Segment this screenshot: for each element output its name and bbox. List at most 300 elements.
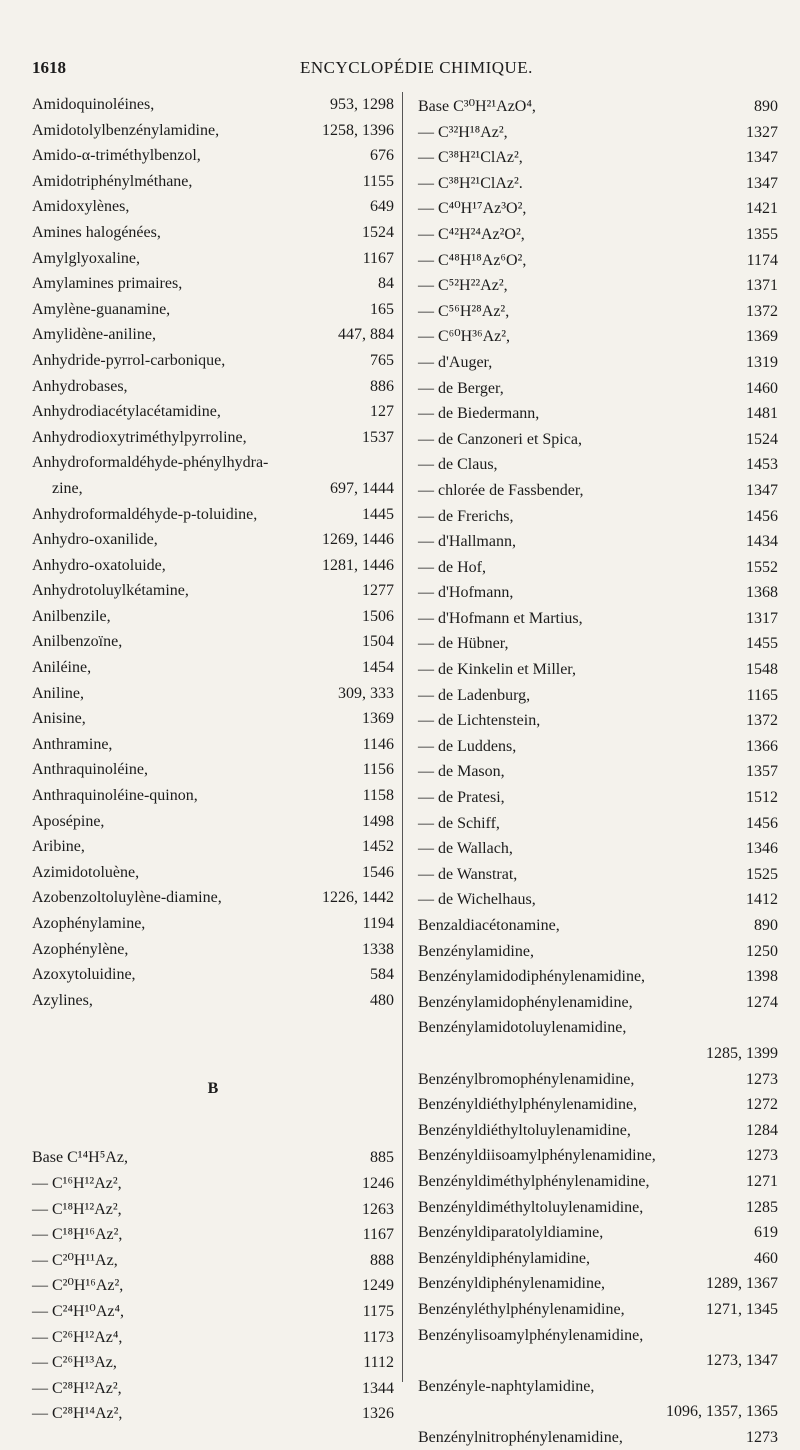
entry-term: Benzénylbromophénylenamidine, xyxy=(418,1070,635,1088)
entry-term: Amidotolylbenzénylamidine, xyxy=(32,121,220,139)
entry-pages: 1277 xyxy=(362,582,394,600)
entry-term: — de Frerichs, xyxy=(418,507,514,525)
entry-term: zine, xyxy=(52,479,83,497)
index-entry xyxy=(418,555,778,581)
index-entry xyxy=(418,120,778,146)
index-entry xyxy=(32,194,394,220)
index-entry xyxy=(418,196,778,222)
entry-term: — C⁵⁶H²⁸Az², xyxy=(418,302,510,320)
entry-term: — C²⁴H¹⁰Az⁴, xyxy=(32,1302,125,1320)
entry-pages: 1548 xyxy=(746,661,778,679)
entry-pages: 1460 xyxy=(746,379,778,397)
entry-term: Aposépine, xyxy=(32,812,105,830)
right-column xyxy=(418,94,778,1450)
entry-term: — d'Hallmann, xyxy=(418,533,516,551)
entry-pages: 1281, 1446 xyxy=(322,556,394,574)
entry-pages: 1398 xyxy=(746,968,778,986)
index-entry xyxy=(418,1092,778,1118)
entry-term: Azylines, xyxy=(32,991,93,1009)
entry-pages: 1498 xyxy=(362,812,394,830)
index-entry xyxy=(32,450,394,476)
entry-pages: 1271 xyxy=(746,1172,778,1190)
entry-term: Benzényldiisoamylphénylenamidine, xyxy=(418,1147,656,1165)
left-column xyxy=(32,92,394,1427)
index-entry xyxy=(32,143,394,169)
index-entry xyxy=(418,94,778,120)
index-entry xyxy=(32,322,394,348)
entry-pages: 1372 xyxy=(746,712,778,730)
index-entry xyxy=(32,578,394,604)
entry-pages: 886 xyxy=(370,377,394,395)
entry-term: Anhydrotoluylkétamine, xyxy=(32,582,189,600)
index-entry xyxy=(418,785,778,811)
entry-pages: 676 xyxy=(370,147,394,165)
index-entry xyxy=(418,299,778,325)
entry-pages: 1347 xyxy=(746,174,778,192)
index-entry xyxy=(32,553,394,579)
index-entry xyxy=(32,834,394,860)
entry-pages: 1371 xyxy=(746,277,778,295)
entry-pages: 1524 xyxy=(362,223,394,241)
entry-pages: 1369 xyxy=(746,328,778,346)
entry-pages: 1284 xyxy=(746,1121,778,1139)
left-entries-b xyxy=(32,1145,394,1427)
entry-pages: 1273 xyxy=(746,1428,778,1446)
entry-term: Benzénylnitrophénylenamidine, xyxy=(418,1428,623,1446)
entry-pages: 1344 xyxy=(362,1379,394,1397)
entry-pages: 1271, 1345 xyxy=(706,1300,778,1318)
entry-term: — de Berger, xyxy=(418,379,504,397)
entry-pages: 127 xyxy=(370,403,394,421)
entry-pages: 1421 xyxy=(746,200,778,218)
entry-term: — C³²H¹⁸Az², xyxy=(418,123,508,141)
index-entry xyxy=(32,1299,394,1325)
entry-term: — C²⁸H¹²Az², xyxy=(32,1379,122,1397)
entry-term: — de Lichtenstein, xyxy=(418,712,541,730)
entry-pages: 1146 xyxy=(362,735,394,753)
entry-pages: 1524 xyxy=(746,430,778,448)
entry-term: Amidotriphénylméthane, xyxy=(32,172,193,190)
index-entry xyxy=(418,990,778,1016)
index-entry xyxy=(32,629,394,655)
index-entry xyxy=(32,348,394,374)
entry-term: — de Pratesi, xyxy=(418,789,505,807)
index-entry xyxy=(418,1195,778,1221)
entry-term: Anisine, xyxy=(32,710,86,728)
index-entry xyxy=(32,809,394,835)
entry-term: — de Ladenburg, xyxy=(418,686,531,704)
entry-pages: 1454 xyxy=(362,659,394,677)
entry-term: Aniléine, xyxy=(32,659,92,677)
entry-pages: 1357 xyxy=(746,763,778,781)
index-entry xyxy=(418,1399,778,1425)
entry-pages: 1546 xyxy=(362,863,394,881)
entry-term: — C⁴⁸H¹⁸Az⁶O², xyxy=(418,251,527,269)
entry-pages: 1445 xyxy=(362,505,394,523)
entry-pages: 1355 xyxy=(746,225,778,243)
entry-term: Benzénylamidine, xyxy=(418,942,534,960)
index-entry xyxy=(418,1041,778,1067)
entry-pages: 1112 xyxy=(363,1354,394,1372)
entry-pages: 619 xyxy=(754,1224,778,1242)
entry-term: Base C³⁰H²¹AzO⁴, xyxy=(418,98,536,115)
entry-term: — C¹⁸H¹⁶Az², xyxy=(32,1226,123,1244)
index-entry xyxy=(418,529,778,555)
index-entry xyxy=(418,1143,778,1169)
entry-term: Benzaldiacétonamine, xyxy=(418,917,560,934)
index-entry xyxy=(32,911,394,937)
index-entry xyxy=(418,145,778,171)
index-entry xyxy=(418,1015,778,1041)
entry-pages: 1347 xyxy=(746,149,778,167)
entry-term: Aribine, xyxy=(32,838,85,856)
index-entry xyxy=(32,502,394,528)
entry-pages: 460 xyxy=(754,1249,778,1267)
entry-term: Amylamines primaires, xyxy=(32,275,183,293)
index-entry xyxy=(32,1222,394,1248)
entry-term: — C²⁰H¹⁶Az², xyxy=(32,1277,124,1295)
entry-pages: 1319 xyxy=(746,353,778,371)
index-entry xyxy=(418,452,778,478)
entry-term: Anthramine, xyxy=(32,735,113,753)
entry-term: Benzényle-naphtylamidine, xyxy=(418,1377,595,1395)
index-entry xyxy=(32,271,394,297)
entry-term: Benzényléthylphénylenamidine, xyxy=(418,1300,625,1318)
index-entry xyxy=(32,962,394,988)
entry-term: Azobenzoltoluylène-diamine, xyxy=(32,889,222,907)
entry-term: Anhydrobases, xyxy=(32,377,128,395)
entry-pages: 1368 xyxy=(746,584,778,602)
entry-term: Aniline, xyxy=(32,684,84,702)
index-entry xyxy=(32,476,394,502)
entry-pages: 165 xyxy=(370,300,394,318)
entry-pages: 1273, 1347 xyxy=(706,1352,778,1370)
entry-term: — de Schiff, xyxy=(418,814,500,832)
entry-pages: 1194 xyxy=(362,915,394,932)
index-entry xyxy=(32,860,394,886)
entry-term: Azophénylène, xyxy=(32,940,129,958)
entry-term: Anhydroformaldéhyde-phénylhydra- xyxy=(32,454,269,472)
entry-pages: 1285, 1399 xyxy=(706,1044,778,1062)
index-entry xyxy=(32,169,394,195)
index-entry xyxy=(418,862,778,888)
entry-pages: 1366 xyxy=(746,737,778,755)
entry-pages: 1167 xyxy=(362,249,394,267)
index-entry xyxy=(32,757,394,783)
entry-pages: 1317 xyxy=(746,609,778,627)
entry-pages: 447, 884 xyxy=(338,326,394,344)
entry-pages: 1175 xyxy=(362,1302,394,1320)
entry-term: — de Luddens, xyxy=(418,737,517,755)
entry-term: Amines halogénées, xyxy=(32,223,161,241)
index-entry xyxy=(32,604,394,630)
entry-pages: 1525 xyxy=(746,865,778,883)
entry-pages: 1347 xyxy=(746,481,778,499)
entry-pages: 1274 xyxy=(746,993,778,1011)
entry-pages: 1481 xyxy=(746,405,778,423)
index-entry xyxy=(32,937,394,963)
entry-term: — de Canzoneri et Spica, xyxy=(418,430,582,448)
entry-term: Amylène-guanamine, xyxy=(32,300,171,318)
index-entry xyxy=(32,681,394,707)
index-entry xyxy=(32,374,394,400)
entry-pages: 1453 xyxy=(746,456,778,474)
entry-term: — C²⁶H¹²Az⁴, xyxy=(32,1328,123,1346)
entry-pages: 765 xyxy=(370,351,394,369)
entry-pages: 1273 xyxy=(746,1147,778,1165)
entry-term: — C²⁰H¹¹Az, xyxy=(32,1251,118,1269)
index-entry xyxy=(32,1350,394,1376)
entry-pages: 480 xyxy=(370,991,394,1009)
index-entry xyxy=(418,1118,778,1144)
index-entry xyxy=(418,273,778,299)
index-entry xyxy=(418,504,778,530)
index-entry xyxy=(32,988,394,1014)
entry-term: Azophénylamine, xyxy=(32,915,146,932)
entry-pages: 1158 xyxy=(362,787,394,805)
entry-term: Benzénylamidophénylenamidine, xyxy=(418,993,633,1011)
index-entry xyxy=(32,118,394,144)
index-entry xyxy=(418,324,778,350)
index-entry xyxy=(418,734,778,760)
entry-pages: 1174 xyxy=(746,251,778,269)
index-entry xyxy=(32,92,394,118)
index-entry xyxy=(418,657,778,683)
entry-pages: 1246 xyxy=(362,1174,394,1192)
entry-term: — de Hof, xyxy=(418,558,486,576)
index-entry xyxy=(418,1297,778,1323)
entry-pages: 888 xyxy=(370,1251,394,1269)
index-entry xyxy=(418,248,778,274)
entry-term: Anhydrodioxytriméthylpyrroline, xyxy=(32,428,247,446)
index-entry xyxy=(32,220,394,246)
entry-pages: 1272 xyxy=(746,1096,778,1114)
index-entry xyxy=(418,350,778,376)
index-entry xyxy=(418,478,778,504)
entry-term: Amylglyoxaline, xyxy=(32,249,140,267)
index-entry xyxy=(32,425,394,451)
entry-pages: 584 xyxy=(370,966,394,984)
entry-term: Anilbenzile, xyxy=(32,607,111,625)
entry-term: Benzényldiéthyltoluylenamidine, xyxy=(418,1121,631,1139)
index-entry xyxy=(32,885,394,911)
entry-pages: 1226, 1442 xyxy=(322,889,394,907)
entry-pages: 1249 xyxy=(362,1277,394,1295)
index-entry xyxy=(418,1067,778,1093)
entry-term: Benzényldiphénylamidine, xyxy=(418,1249,590,1267)
index-entry xyxy=(418,376,778,402)
entry-term: — C²⁸H¹⁴Az², xyxy=(32,1405,123,1423)
index-entry xyxy=(32,1401,394,1427)
index-entry xyxy=(418,708,778,734)
entry-term: — de Kinkelin et Miller, xyxy=(418,661,576,679)
entry-term: Benzényldiméthyltoluylenamidine, xyxy=(418,1198,644,1216)
entry-term: Benzényldiéthylphénylenamidine, xyxy=(418,1096,638,1114)
entry-pages: 1412 xyxy=(746,891,778,909)
entry-pages: 1289, 1367 xyxy=(706,1275,778,1293)
index-entry xyxy=(418,222,778,248)
index-entry xyxy=(32,527,394,553)
index-entry xyxy=(418,1374,778,1400)
entry-term: Benzényldiméthylphénylenamidine, xyxy=(418,1172,650,1190)
index-entry xyxy=(32,706,394,732)
entry-pages: 1506 xyxy=(362,607,394,625)
left-entries-a xyxy=(32,92,394,1013)
index-entry xyxy=(32,399,394,425)
entry-term: Anhydro-oxanilide, xyxy=(32,531,158,549)
entry-pages: 1263 xyxy=(362,1200,394,1218)
entry-pages: 1173 xyxy=(362,1328,394,1346)
entry-pages: 1096, 1357, 1365 xyxy=(666,1403,778,1421)
entry-term: — chlorée de Fassbender, xyxy=(418,481,584,499)
entry-term: — de Biedermann, xyxy=(418,405,540,423)
entry-pages: 1273 xyxy=(746,1070,778,1088)
index-entry xyxy=(32,1376,394,1402)
entry-pages: 1326 xyxy=(362,1405,394,1423)
entry-term: — C⁴⁰H¹⁷Az³O², xyxy=(418,200,527,218)
entry-term: — C⁵²H²²Az², xyxy=(418,277,508,295)
index-entry xyxy=(32,1273,394,1299)
right-entries xyxy=(418,94,778,1450)
index-entry xyxy=(418,1271,778,1297)
section-spacer xyxy=(32,1013,394,1065)
index-entry xyxy=(32,783,394,809)
entry-term: Benzényldiparatolyldiamine, xyxy=(418,1224,604,1242)
entry-pages: 1269, 1446 xyxy=(322,531,394,549)
entry-pages: 1512 xyxy=(746,789,778,807)
entry-pages: 1285 xyxy=(746,1198,778,1216)
entry-pages: 1167 xyxy=(362,1226,394,1244)
entry-term: — C⁶⁰H³⁶Az², xyxy=(418,328,511,346)
index-entry xyxy=(418,606,778,632)
entry-term: — C³⁸H²¹ClAz², xyxy=(418,149,523,167)
entry-pages: 1369 xyxy=(362,710,394,728)
index-entry xyxy=(418,1246,778,1272)
entry-term: — de Hübner, xyxy=(418,635,509,653)
entry-term: Anilbenzoïne, xyxy=(32,633,123,651)
entry-term: Anhydride-pyrrol-carbonique, xyxy=(32,351,226,369)
entry-pages: 1258, 1396 xyxy=(322,121,394,139)
entry-term: Amylidène-aniline, xyxy=(32,326,156,344)
entry-pages: 1552 xyxy=(746,558,778,576)
entry-term: Amidoxylènes, xyxy=(32,198,130,216)
index-entry xyxy=(418,1220,778,1246)
entry-term: — C⁴²H²⁴Az²O², xyxy=(418,225,525,243)
entry-term: — C¹⁶H¹²Az², xyxy=(32,1174,122,1192)
running-title: ENCYCLOPÉDIE CHIMIQUE. xyxy=(300,58,533,77)
index-entry xyxy=(418,1348,778,1374)
entry-term: Base C¹⁴H⁵Az, xyxy=(32,1149,128,1167)
index-entry xyxy=(418,836,778,862)
entry-pages: 1455 xyxy=(746,635,778,653)
page-number: 1618 xyxy=(32,58,66,77)
entry-term: Benzénylamidotoluylenamidine, xyxy=(418,1019,627,1037)
entry-term: — d'Hofmann, xyxy=(418,584,514,602)
index-entry xyxy=(418,631,778,657)
entry-term: — de Wanstrat, xyxy=(418,865,518,883)
index-entry xyxy=(32,246,394,272)
index-entry xyxy=(418,580,778,606)
entry-term: Anhydrodiacétylacétamidine, xyxy=(32,403,221,421)
entry-pages: 890 xyxy=(754,98,778,115)
index-entry xyxy=(418,1169,778,1195)
entry-pages: 1456 xyxy=(746,814,778,832)
entry-term: — d'Hofmann et Martius, xyxy=(418,609,583,627)
index-entry xyxy=(418,939,778,965)
page-header xyxy=(0,58,800,82)
index-entry xyxy=(32,732,394,758)
entry-pages: 1346 xyxy=(746,840,778,858)
entry-term: Anhydro-oxatoluide, xyxy=(32,556,166,574)
entry-term: — C²⁶H¹³Az, xyxy=(32,1354,117,1372)
index-entry xyxy=(418,1323,778,1349)
entry-pages: 1165 xyxy=(746,686,778,704)
entry-term: — C³⁸H²¹ClAz². xyxy=(418,174,523,192)
index-entry xyxy=(32,1197,394,1223)
index-entry xyxy=(32,1248,394,1274)
entry-pages: 309, 333 xyxy=(338,684,394,702)
index-entry xyxy=(418,401,778,427)
entry-term: — d'Auger, xyxy=(418,353,493,371)
entry-term: — de Wallach, xyxy=(418,840,513,858)
index-entry xyxy=(32,1171,394,1197)
entry-term: Amido-α-triméthylbenzol, xyxy=(32,147,201,165)
index-entry xyxy=(418,171,778,197)
index-entry xyxy=(418,964,778,990)
index-entry xyxy=(418,887,778,913)
index-entry xyxy=(418,683,778,709)
entry-term: Anthraquinoléine, xyxy=(32,761,148,779)
index-entry xyxy=(418,913,778,939)
index-entry xyxy=(418,1425,778,1450)
entry-pages: 1155 xyxy=(362,172,394,190)
entry-term: Benzényldiphénylenamidine, xyxy=(418,1275,606,1293)
entry-term: Azimidotoluène, xyxy=(32,863,140,881)
entry-pages: 885 xyxy=(370,1149,394,1167)
index-entry xyxy=(32,1145,394,1171)
entry-term: Azoxytoluidine, xyxy=(32,966,136,984)
entry-term: Anthraquinoléine-quinon, xyxy=(32,787,198,805)
entry-pages: 1250 xyxy=(746,942,778,960)
entry-term: Amidoquinoléines, xyxy=(32,96,155,113)
entry-pages: 1338 xyxy=(362,940,394,958)
entry-term: Benzénylisoamylphénylenamidine, xyxy=(418,1326,644,1344)
entry-pages: 1537 xyxy=(362,428,394,446)
entry-pages: 953, 1298 xyxy=(330,96,394,113)
index-entry xyxy=(418,811,778,837)
entry-pages: 649 xyxy=(370,198,394,216)
entry-term: Benzénylamidodiphénylenamidine, xyxy=(418,968,646,986)
entry-pages: 1452 xyxy=(362,838,394,856)
entry-term: — de Claus, xyxy=(418,456,498,474)
entry-term: Anhydroformaldéhyde-p-toluidine, xyxy=(32,505,258,523)
section-letter: B xyxy=(207,1080,219,1098)
entry-term: — de Wichelhaus, xyxy=(418,891,536,909)
entry-term: — de Mason, xyxy=(418,763,505,781)
index-entry xyxy=(418,427,778,453)
entry-pages: 890 xyxy=(754,917,778,934)
section-spacer-small xyxy=(32,1125,394,1145)
entry-pages: 84 xyxy=(378,275,394,293)
column-divider xyxy=(402,92,403,1382)
entry-term: — C¹⁸H¹²Az², xyxy=(32,1200,122,1218)
index-entry xyxy=(418,759,778,785)
entry-pages: 1504 xyxy=(362,633,394,651)
entry-pages: 697, 1444 xyxy=(330,479,394,497)
entry-pages: 1327 xyxy=(746,123,778,141)
entry-pages: 1156 xyxy=(362,761,394,779)
entry-pages: 1372 xyxy=(746,302,778,320)
